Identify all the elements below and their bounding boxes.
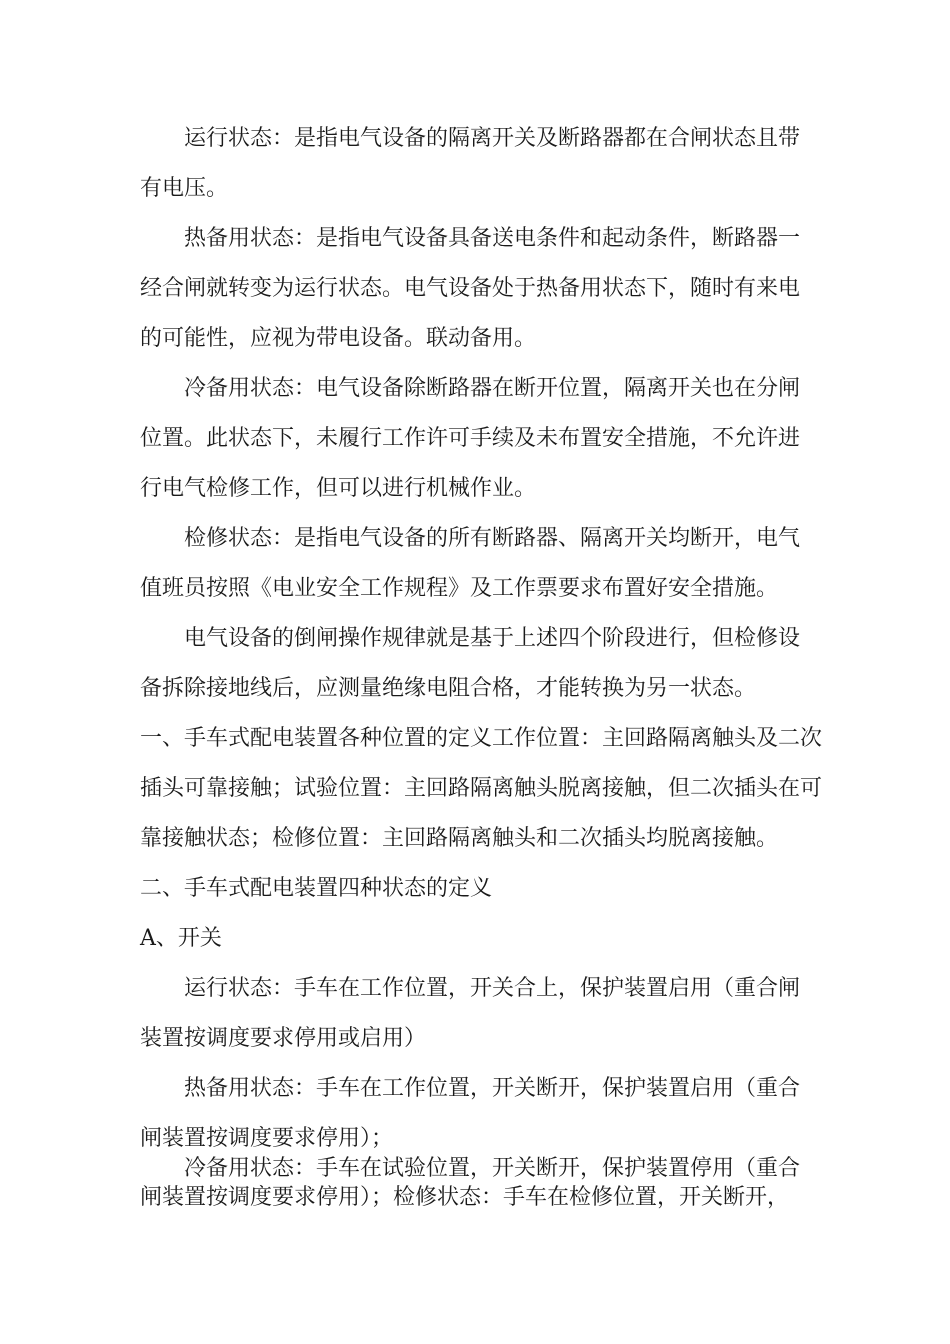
paragraph-maintenance-state: 检修状态：是指电气设备的所有断路器、隔离开关均断开，电气值班员按照《电业安全工作规程》及工作票要求布置好安全措施。 [140,526,801,601]
paragraph-running-state: 运行状态：是指电气设备的隔离开关及断路器都在合闸状态且带有电压。 [140,126,801,201]
paragraph-switching-rule: 电气设备的倒闸操作规律就是基于上述四个阶段进行，但检修设备拆除接地线后，应测量绝缘电阻合格，才能转换为另一状态。 [140,626,801,701]
paragraph-section-one: 一、手车式配电装置各种位置的定义工作位置：主回路隔离触头及二次插头可靠接触；试验位置：主回路隔离触头脱离接触，但二次插头在可靠接触状态；检修位置：主回路隔离触头和二次插头均脱离接触。 [140,726,823,851]
paragraph-cart-cold-standby: 冷备用状态：手车在试验位置，开关断开，保护装置停用（重合闸装置按调度要求停用）；检修状态：手车在检修位置，开关断开， [140,1156,801,1210]
section-heading-two: 二、手车式配电装置四种状态的定义 [140,876,493,901]
paragraph-cart-running-state: 运行状态：手车在工作位置，开关合上，保护装置启用（重合闸装置按调度要求停用或启用） [140,976,801,1051]
paragraph-cold-standby-state: 冷备用状态：电气设备除断路器在断开位置，隔离开关也在分闸位置。此状态下，未履行工作许可手续及未布置安全措施，不允许进行电气检修工作，但可以进行机械作业。 [140,376,801,501]
subheading-a-switch: A、开关 [140,926,222,951]
paragraph-hot-standby-state: 热备用状态：是指电气设备具备送电条件和起动条件，断路器一经合闸就转变为运行状态。电气设备处于热备用状态下，随时有来电的可能性，应视为带电设备。联动备用。 [140,226,801,351]
paragraph-cart-hot-standby: 热备用状态：手车在工作位置，开关断开，保护装置启用（重合闸装置按调度要求停用）； [140,1076,801,1151]
